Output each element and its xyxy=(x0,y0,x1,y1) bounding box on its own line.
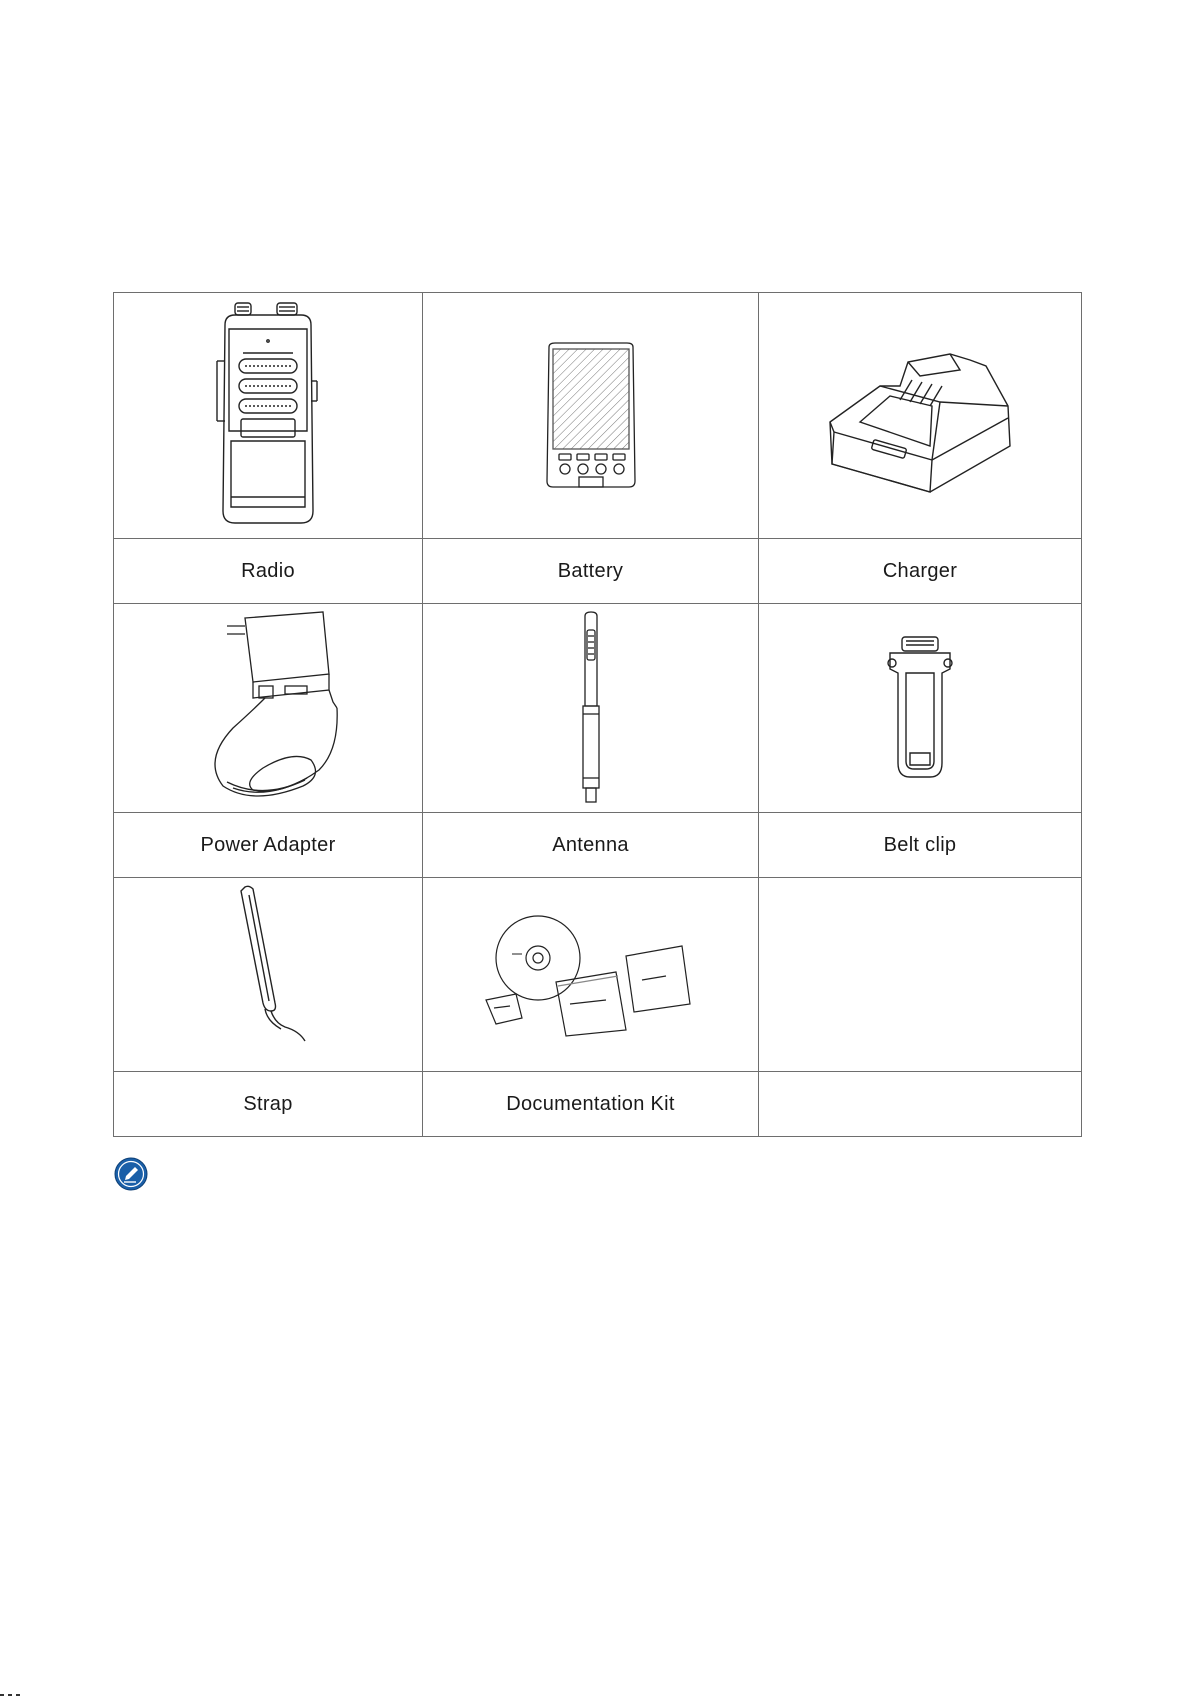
item-label-battery: Battery xyxy=(557,559,624,582)
item-label-documentation-kit: Documentation Kit xyxy=(506,1092,675,1115)
item-label-charger: Charger xyxy=(882,559,958,582)
strap-image-cell xyxy=(114,878,423,1072)
radio-image-cell xyxy=(114,293,423,539)
belt-clip-label-cell xyxy=(759,813,1082,878)
empty-image-cell xyxy=(759,878,1082,1072)
belt-clip-image-cell xyxy=(759,604,1082,813)
battery-illustration xyxy=(543,341,639,491)
table-row xyxy=(114,293,1082,539)
note-pencil-icon xyxy=(114,1157,148,1191)
power-adapter-image-cell xyxy=(114,604,423,813)
battery-image-cell xyxy=(423,293,759,539)
table-row xyxy=(114,878,1082,1072)
belt-clip-illustration xyxy=(880,633,960,783)
antenna-illustration xyxy=(571,610,611,806)
table-row xyxy=(114,539,1082,604)
strap-label-cell xyxy=(114,1072,423,1137)
charger-image-cell xyxy=(759,293,1082,539)
item-label-radio: Radio xyxy=(241,559,295,582)
antenna-label-cell xyxy=(423,813,759,878)
item-label-antenna: Antenna xyxy=(552,833,629,856)
radio-illustration xyxy=(213,301,323,531)
item-label-strap: Strap xyxy=(243,1092,293,1115)
power-adapter-label-cell xyxy=(114,813,423,878)
radio-label-cell xyxy=(114,539,423,604)
item-label-belt-clip: Belt clip xyxy=(883,833,957,856)
documentation-kit-image-cell xyxy=(423,878,759,1072)
antenna-image-cell xyxy=(423,604,759,813)
table-row xyxy=(114,1072,1082,1137)
table-row xyxy=(114,813,1082,878)
documentation-kit-label-cell xyxy=(423,1072,759,1137)
charger-label-cell xyxy=(759,539,1082,604)
empty-label-cell xyxy=(759,1072,1082,1137)
table-row xyxy=(114,604,1082,813)
charger-illustration xyxy=(820,336,1020,496)
battery-label-cell xyxy=(423,539,759,604)
power-adapter-illustration xyxy=(193,610,343,806)
strap-illustration xyxy=(223,885,313,1065)
packing-list-table xyxy=(113,292,1082,1137)
documentation-kit-illustration xyxy=(486,910,696,1040)
item-label-power-adapter: Power Adapter xyxy=(200,833,336,856)
